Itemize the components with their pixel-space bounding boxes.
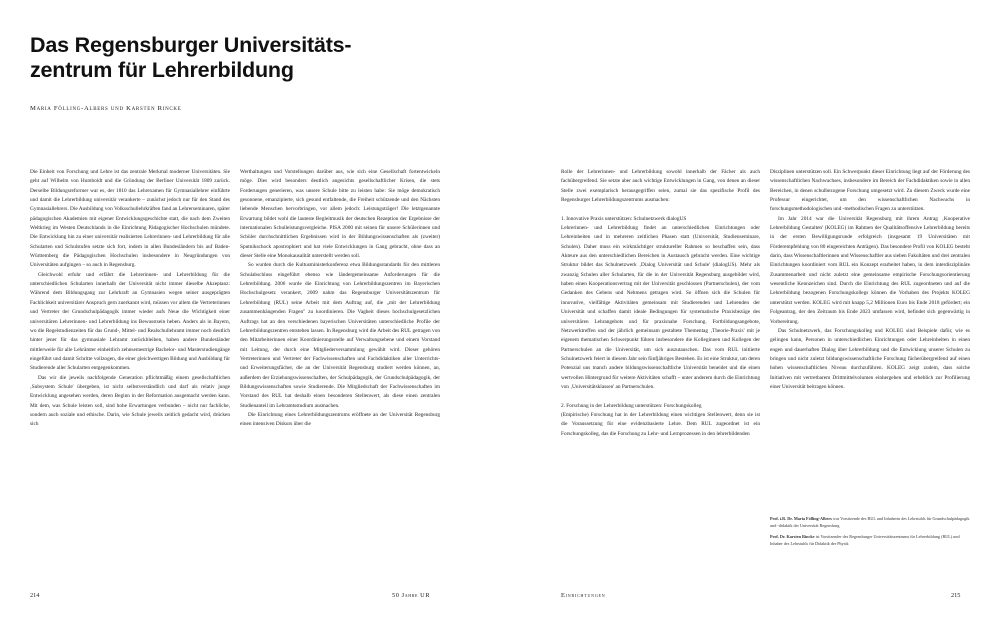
paragraph: Das wir die jeweils nachfolgende Generation pflichtmäßig einem gesellschaftlichen ‚Subsystem Schule' übergeben, ist nicht selbstverständlich und darf als relativ junge Entwicklung angesehen werden, deren Beginn in der Reformation ausgemacht werden kann. Mit dem, was Schule leisten soll, sind hohe Erwartungen verbunden – nicht nur fachliche, sondern auch soziale und ethische. Darin, wie Schule jeweils zeitlich gedacht wird, drücken sich	[30, 374, 230, 428]
article-authors: Maria Fölling-Albers und Karsten Rincke	[30, 105, 182, 112]
author-notes	[770, 516, 970, 547]
author-note	[770, 534, 970, 547]
title-line: Das Regensburger Universitäts-	[30, 33, 352, 57]
text-column-1	[30, 168, 230, 578]
paragraph: Die Einheit von Forschung und Lehre ist das zentrale Merkmal moderner Universitäten. Sie geht auf Wilhelm von Humboldt und die Gründung der Berliner Universität 1809 zurück. Derselbe Bildungsreformer war es, der 1810 das Lehrexamen für Gymnasiallehrer einführte und damit die Lehrerbildung universitär verankerte – zunächst jedoch nur für den Stand des Gymnasiallehrers. Die Ausbildung von Volksschullehrkräften fand an Lehrerseminaren, später pädagogischen Akademien mit eigener Entwicklungsgeschichte statt, die nach dem Zweiten Weltkrieg im Westen Deutschlands in die Einrichtung Pädagogischer Hochschulen mündete. Die Entwicklung hin zu einer universitär realisierten Lehrerinnen- und Lehrerbildung für alle Schularten und Schulstufen setzte sich fort, indem in allen Bundesländern bis auf Baden-Württemberg die Pädagogischen Hochschulen insbesondere in Neugründungen von Universitäten aufgingen – so auch in Regensburg.	[30, 169, 230, 269]
page-number-right: 215	[951, 592, 961, 599]
paragraph: Lehrerinnen- und Lehrerbildung findet an unterschiedlichen Einrichtungen oder Lehreinheiten und in mehreren zeitlichen Phasen statt (Universität, Studienseminare, Schulen). Daher muss ein wirkmächtiger struktureller Rahmen so beschaffen sein, dass Akteure aus den unterschiedlichen Bereichen in Austausch gebracht werden. Eine wichtige Struktur bildet das Schulnetzwerk ‚Dialog Universität und Schule' (dialogUS). Mehr als zwanzig Schulen aller Schularten, für die in der Universität Regensburg ausgebildet wird, haben einen Kooperationsvertrag mit der Universität geschlossen (Partnerschulen), der vom Gedanken des Gebens und Nehmens getragen wird. So öffnen sich die Schulen für innovative, vielfältige Aktivitäten gemeinsam mit Studierenden und Lehrenden der Universität und schaffen damit ideale Bedingungen für systematische Praxisbezüge des universitären Lehrangebots und für praxisnahe Forschung. Fortbildungsangebote, Netzwerktreffen und der jährlich gemeinsam gestaltete Thementag ‚Theorie-Praxis' mit je eigenem thematischen Schwerpunkt führen insbesondere die Kolleginnen und Kollegen der Partnerschulen an die Universität, um sich auszutauschen. Das vom RUL initiierte Schulnetzwerk feiert in diesem Jahr sein fünfjähriges Bestehen. Es ist eine Struktur, um deren Potenzial uns manch andere bildungswissenschaftliche Universität beneidet und die einen wertvollen Hintergrund für weitere Aktivitäten schafft – unter anderem durch die Einrichtung von ‚Universitätsklassen' an Partnerschulen.	[561, 225, 760, 390]
running-footer-left: 50 Jahre UR	[392, 592, 431, 599]
paragraph: Gleichwohl erfuhr und erfährt die Lehrerinnen- und Lehrerbildung für die unterschiedlichen Schularten innerhalb der Universität nicht immer dieselbe Akzeptanz: Während dem Bildungsgang zur Lehrkraft an Gymnasien wegen seiner ausgeprägten Fachlichkeit universitärer Anspruch gern zuerkannt wird, müssen vor allem die Vertreterinnen und Vertreter der Grundschulpädagogik immer wieder aufs Neue die Wichtigkeit einer universitären Lehrerinnen- und Lehrerbildung ins Bewusstsein heben. Anders als in Bayern, wo die Regelstudienzeiten für das Grund-, Mittel- und Realschullehramt immer noch deutlich hinter jener für das gymnasiale Lehramt zurückbleiben, haben andere Bundesländer mittlerweile für alle Lehrämter einheitlich zehnsemestrige Bachelor- und Masterstudiengänge eingeführt und damit Schritte vollzogen, die einer gleichwertigen Bildung und Ausbildung für Studierende aller Schularten entgegenkommen.	[30, 271, 230, 372]
article-title	[30, 33, 470, 83]
author-note-name: Prof. i.R. Dr. Maria Fölling-Albers	[770, 516, 832, 521]
author-note-text: ist Vorsitzender des Regensburger Universitätszentrums für Lehrerbildung (RUL) und Inhaber des Lehrstuhls für Didaktik der Physik	[770, 534, 960, 546]
paragraph: Das Schulnetzwerk, das Forschungskolleg und KOLEG sind Beispiele dafür, wie es gelingen kann, Personen in unterschiedlichen Einrichtungen oder Lehreinheiten in einen engen und dauerhaften Dialog über Lehrerbildung und die Entwicklung unserer Schulen zu bringen und nicht zuletzt bildungswissenschaftliche Forschung fächerübergreifend auf einen hohen wissenschaftlichen Niveau durchzuführen. KOLEG zeigt zudem, dass solche Initiativen mit vertretbarem Drittmittelvolumen einhergehen und erheblich zur Profilierung einer Universität beitragen können.	[770, 327, 970, 390]
paragraph: So wurden durch die Kultusministerkonferenz etwa Bildungsstandards für den mittleren Schulabschluss eingeführt ebenso wie ländergemeinsame Anforderungen für die Lehrerbildung. 2006 wurde die Einrichtung von Lehrerbildungszentren im Bayerischen Hochschulgesetz verankert, 2009 nahm das Regensburger Universitätszentrum für Lehrerbildung (RUL) seine Arbeit mit dem Auftrag auf, die „mit der Lehrerbildung zusammenhängenden Fragen" zu koordinieren. Die Vagheit dieses hochschulgesetzlichen Auftrags hat an den verschiedenen bayerischen Universitäten unterschiedliche Profile der Lehrerbildungszentren entstehen lassen. In Regensburg wird die Arbeit des RUL getragen von den Mitarbeiterinnen einer Koordinierungsstelle auf Verwaltungsebene und einem Vorstand mit Leitung, der durch eine Mitgliederversammlung gewählt wird. Dieser gehören Vertreterinnen und Vertreter der Fachwissenschaften und Fachdidaktiken aller Unterrichts- und Erweiterungsfächer, die an der Universität Regensburg studiert werden können, an, außerdem der Erziehungswissenschaften, der Schulpädagogik, der Grundschulpädagogik, der Bildungswissenschaften sowie Studierende. Die Mitgliedschaft der Fachwissenschaften im Vorstand des RUL hat deshalb einen besonderen Stellenwert, als diese einen zentralen Studienanteil im Lehramtsstudium ausmachen.	[240, 262, 440, 409]
title-line: zentrum für Lehrerbildung	[30, 58, 294, 82]
page-number-left: 214	[30, 592, 40, 599]
paragraph: Die Einrichtung eines Lehrerbildungszentrums eröffnete an der Universität Regensburg einen intensiven Diskurs über die	[240, 411, 440, 428]
author-note-text: war Vorsitzende des RUL und Inhaberin des Lehrstuhls für Grundschulpädagogik und -didaktik der Universität Regensburg	[770, 516, 970, 528]
author-note-name: Prof. Dr. Karsten Rincke	[770, 534, 815, 540]
paragraph: Im Jahr 2014 war die Universität Regensburg mit ihrem Antrag ‚Kooperative Lehrerbildung Gestalten' (KOLEG) im Rahmen der Qualitätsoffensive Lehrerbildung bereits in der ersten Bewilligungsrunde erfolgreich (insgesamt 19 Universitäten mit Förderempfehlung von 80 eingereichten Anträgen). Das besondere Profil von KOLEG besteht darin, dass Wissenschaftlerinnen und Wissenschaftler aus sieben Fakultäten und drei zentralen Einrichtungen koordiniert vom RUL ein Konzept erarbeitet haben, in dem interdisziplinäre Zusammenarbeit und nicht zuletzt eine gemeinsame empirische Forschungsorientierung wesentliche Kennzeichen sind. Durch die Einrichtung des RUL zugeordneten und auf die Lehrerbildung bezogenen Forschungskollegs können die Vorhaben des Projekts KOLEG unterstützt werden. KOLEG wird mit knapp 5,2 Millionen Euro bis Ende 2018 gefördert; ein Folgeantrag, der den Zeitraum bis Ende 2023 umfassen wird, befindet sich gegenwärtig in Vorbereitung.	[770, 215, 970, 325]
paragraph: Werthaltungen und Vorstellungen darüber aus, wie sich eine Gesellschaft fortentwickeln möge. Dies wird besonders deutlich angesichts gesellschaftlicher Krisen, die stets Forderungen generieren, was unsere Schule bitte zu leisten habe: Sie möge demokratisch gesonnene, emanzipierte, sich gesund entfaltende, die Freiheit schützende und den Nächsten liebende Menschen hervorbringen, vor allem jedoch: Leistungsträger! Die letztgenannte Erwartung bildet wohl die lauteste Begleitmusik der deutschen Rezeption der Ergebnisse der internationalen Schulleistungsvergleiche. PISA 2000 mit seinen für unsere Schülerinnen und Schüler durchschnittlichen Ergebnissen wird in der Bildungswissenschaften als (zweiter) Sputnikschock apostrophiert und hat viele Entwicklungen in Gang gebracht, ohne dass an dieser Stelle eine Monokausalität unterstellt werden soll.	[240, 169, 440, 260]
section-heading: 2. Forschung in der Lehrerbildung unterstützen: Forschungskolleg	[561, 402, 702, 409]
paragraph: Disziplinen unterstützen soll. Ein Schwerpunkt dieser Einrichtung liegt auf der Förderung des wissenschaftlichen Nachwuchses, insbesondere im Bereich der Fachdidaktiken sowie in allen Bereichen, in denen schulbezogene Forschung umgesetzt wird. Zu diesem Zweck wurde eine Professur eingerichtet, um den wissenschaftlichen Nachwuchs in forschungsmethodologischen und -methodischen Fragen zu unterstützen.	[770, 169, 970, 213]
author-note	[770, 516, 970, 529]
running-footer-right: Einrichtungen	[561, 592, 606, 599]
text-column-3	[561, 168, 760, 578]
section-heading: 1. Innovative Praxis unterstützen: Schulnetzwerk dialogUS	[561, 215, 687, 222]
text-column-2	[240, 168, 440, 578]
paragraph: Rolle der Lehrerinnen- und Lehrerbildung sowohl innerhalb der Fächer als auch fachübergreifend. Sie setzte aber auch wichtige Entwicklungen in Gang, von denen an dieser Stelle zwei exemplarisch herausgegriffen seien, zumal sie das spezifische Profil des Regensburger Lehrerbildungszentrums ausmachen:	[561, 169, 760, 204]
paragraph: (Empirische) Forschung hat in der Lehrerbildung einen wichtigen Stellenwert, denn sie ist die Voraussetzung für eine evidenzbasierte Lehre. Dem RUL zugeordnet ist ein Forschungskolleg, das die Forschung zu Lehr- und Lernprozessen in den lehrerbildenden	[561, 411, 760, 437]
